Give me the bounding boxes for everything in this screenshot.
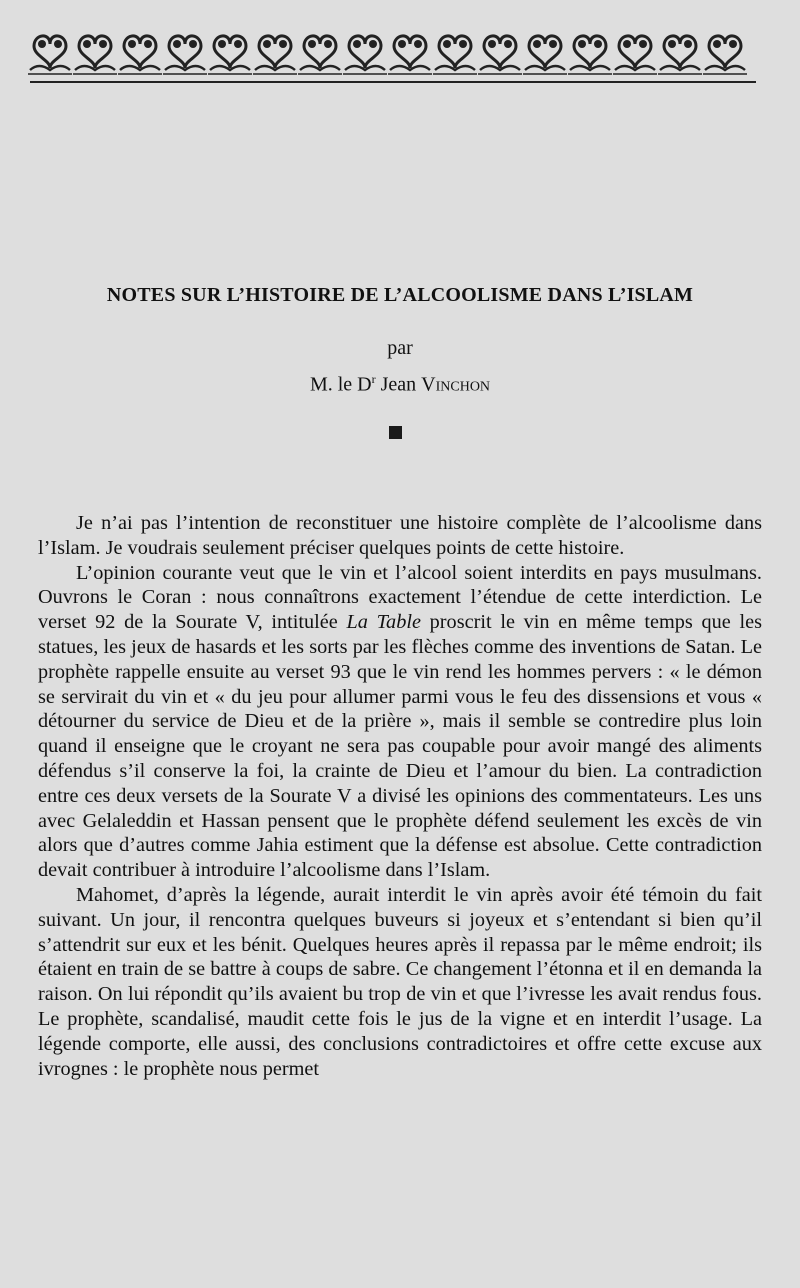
separator-square (389, 426, 402, 439)
byline: par (387, 337, 413, 359)
author-last-name: Vinchon (421, 373, 491, 396)
paragraph-2: L’opinion courante veut que le vin et l’alcool soient interdits en pays musulmans. Ouvrons le Coran : nous connaîtrons exactement l’étendue de cette interdiction. Le verset 92 de la Sourate V, intitulée La Table proscrit le vin en même temps que les statues, les jeux de hasards et les sorts par les flèches comme des inventions de Satan. Le prophète rappelle ensuite au verset 93 que le vin rend les hommes pervers : « le démon se servirait du vin et « du jeu pour allumer parmi vous le feu des dissensions et vous « détourner du service de Dieu et de la prière », mais il semble se contredire plus loin quand il enseigne que le croyant ne sera pas coupable pour avoir mangé des aliments défendus s’il conserve la foi, la crainte de Dieu et l’amour du bien. La contradiction entre ces deux versets de la Sourate V a divisé les opinions des commentateurs. Les uns avec Gelaleddin et Hassan pensent que le prophète défend seulement les excès de vin alors que d’autres comme Jahia estiment que la défense est absolue. Cette contradiction devait contribuer à introduire l’alcoolisme dans l’Islam. (38, 561, 762, 882)
author-prefix: M. le D (309, 373, 372, 396)
paragraph-3: Mahomet, d’après la légende, aurait interdit le vin après avoir été témoin du fait suivant. Un jour, il rencontra quelques buveurs si joyeux et s’entendant si bien qu’il s’attendrit sur eux et les bénit. Quelques heures après il repassa par le même endroit; ils étaient en train de se battre à coups de sabre. Ce changement l’étonna et il en demanda la raison. On lui répondit qu’ils avaient bu trop de vin et que l’ivresse les avait rendus fous. Le prophète, scandalisé, maudit cette fois le jus de la vigne et en interdit l’usage. La légende comporte, elle aussi, des conclusions contradictoires et offre cette excuse aux ivrognes : le prophète nous permet (38, 883, 762, 1080)
decorative-ornament-band (28, 26, 756, 78)
paragraph-1: Je n’ai pas l’intention de reconstituer une histoire complète de l’alcoolisme dans l’Islam. Je voudrais seulement préciser quelques points de cette histoire. (38, 512, 762, 559)
article-title: NOTES SUR L’HISTOIRE DE L’ALCOOLISME DANS L’ISLAM (106, 284, 694, 306)
article-body (38, 511, 762, 1081)
author-first-name: Jean (375, 373, 422, 396)
book-title-italic: La Table (346, 611, 421, 634)
author-line (0, 372, 800, 397)
ornament-rule (30, 81, 756, 83)
author-title-sup: r (371, 372, 376, 386)
